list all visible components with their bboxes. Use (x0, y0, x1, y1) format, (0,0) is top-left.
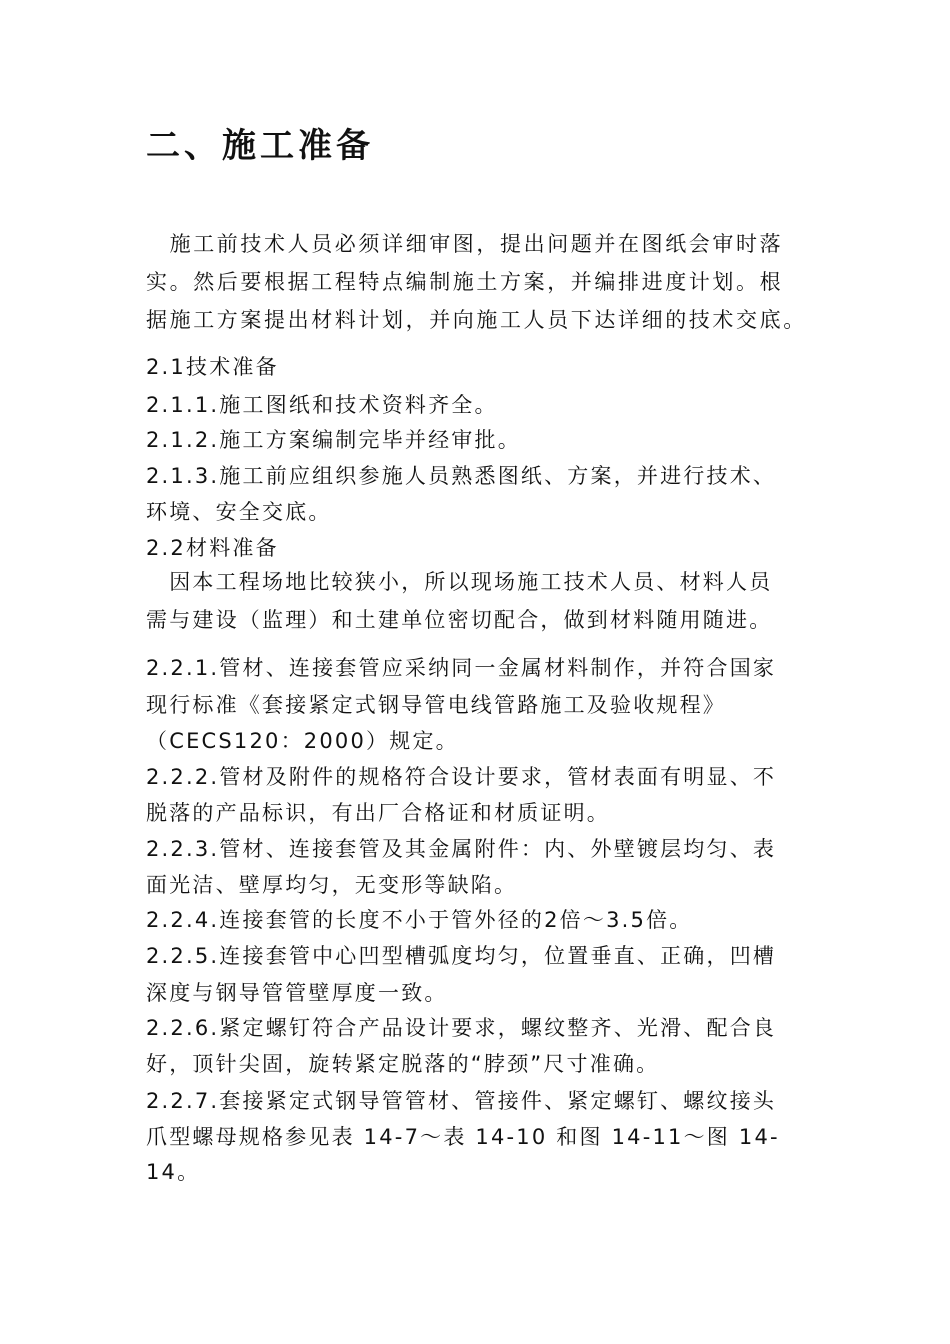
list-item: 14。 (146, 1160, 201, 1184)
list-item: 2.1.3.施工前应组织参施人员熟悉图纸、方案，并进行技术、 (146, 464, 777, 488)
list-item: （CECS120：2000）规定。 (146, 729, 459, 753)
list-item: 2.2.7.套接紧定式钢导管管材、管接件、紧定螺钉、螺纹接头 (146, 1089, 777, 1113)
intro-paragraph-line: 实。然后要根据工程特点编制施土方案，并编排进度计划。根 (146, 270, 784, 294)
list-item: 爪型螺母规格参见表 14-7～表 14-10 和图 14-11～图 14- (146, 1125, 780, 1149)
list-item: 2.2.5.连接套管中心凹型槽弧度均匀，位置垂直、正确，凹槽 (146, 944, 777, 968)
subsection-title-tech-prep: 2.1技术准备 (146, 355, 279, 379)
list-item: 2.2.2.管材及附件的规格符合设计要求，管材表面有明显、不 (146, 765, 777, 789)
subsection-title-material-prep: 2.2材料准备 (146, 536, 279, 560)
material-intro-line: 因本工程场地比较狭小，所以现场施工技术人员、材料人员 (146, 570, 773, 594)
list-item: 环境、安全交底。 (146, 500, 332, 524)
list-item: 2.1.1.施工图纸和技术资料齐全。 (146, 393, 498, 417)
list-item: 2.2.3.管材、连接套管及其金属附件：内、外壁镀层均匀、表 (146, 837, 777, 861)
material-intro-line: 需与建设（监理）和土建单位密切配合，做到材料随用随进。 (146, 608, 773, 632)
list-item: 面光洁、壁厚均匀，无变形等缺陷。 (146, 873, 518, 897)
list-item: 好，顶针尖固，旋转紧定脱落的“脖颈”尺寸准确。 (146, 1052, 660, 1076)
list-item: 2.2.6.紧定螺钉符合产品设计要求，螺纹整齐、光滑、配合良 (146, 1016, 777, 1040)
intro-paragraph-line: 据施工方案提出材料计划，并向施工人员下达详细的技术交底。 (146, 308, 807, 332)
list-item: 脱落的产品标识，有出厂合格证和材质证明。 (146, 801, 610, 825)
list-item: 2.2.1.管材、连接套管应采纳同一金属材料制作，并符合国家 (146, 656, 777, 680)
section-heading: 二、施工准备 (146, 126, 374, 166)
list-item: 现行标准《套接紧定式钢导管电线管路施工及验收规程》 (146, 693, 726, 717)
list-item: 2.2.4.连接套管的长度不小于管外径的2倍～3.5倍。 (146, 908, 693, 932)
list-item: 深度与钢导管管壁厚度一致。 (146, 981, 448, 1005)
list-item: 2.1.2.施工方案编制完毕并经审批。 (146, 428, 521, 452)
intro-paragraph-line: 施工前技术人员必须详细审图，提出问题并在图纸会审时落 (146, 232, 784, 256)
